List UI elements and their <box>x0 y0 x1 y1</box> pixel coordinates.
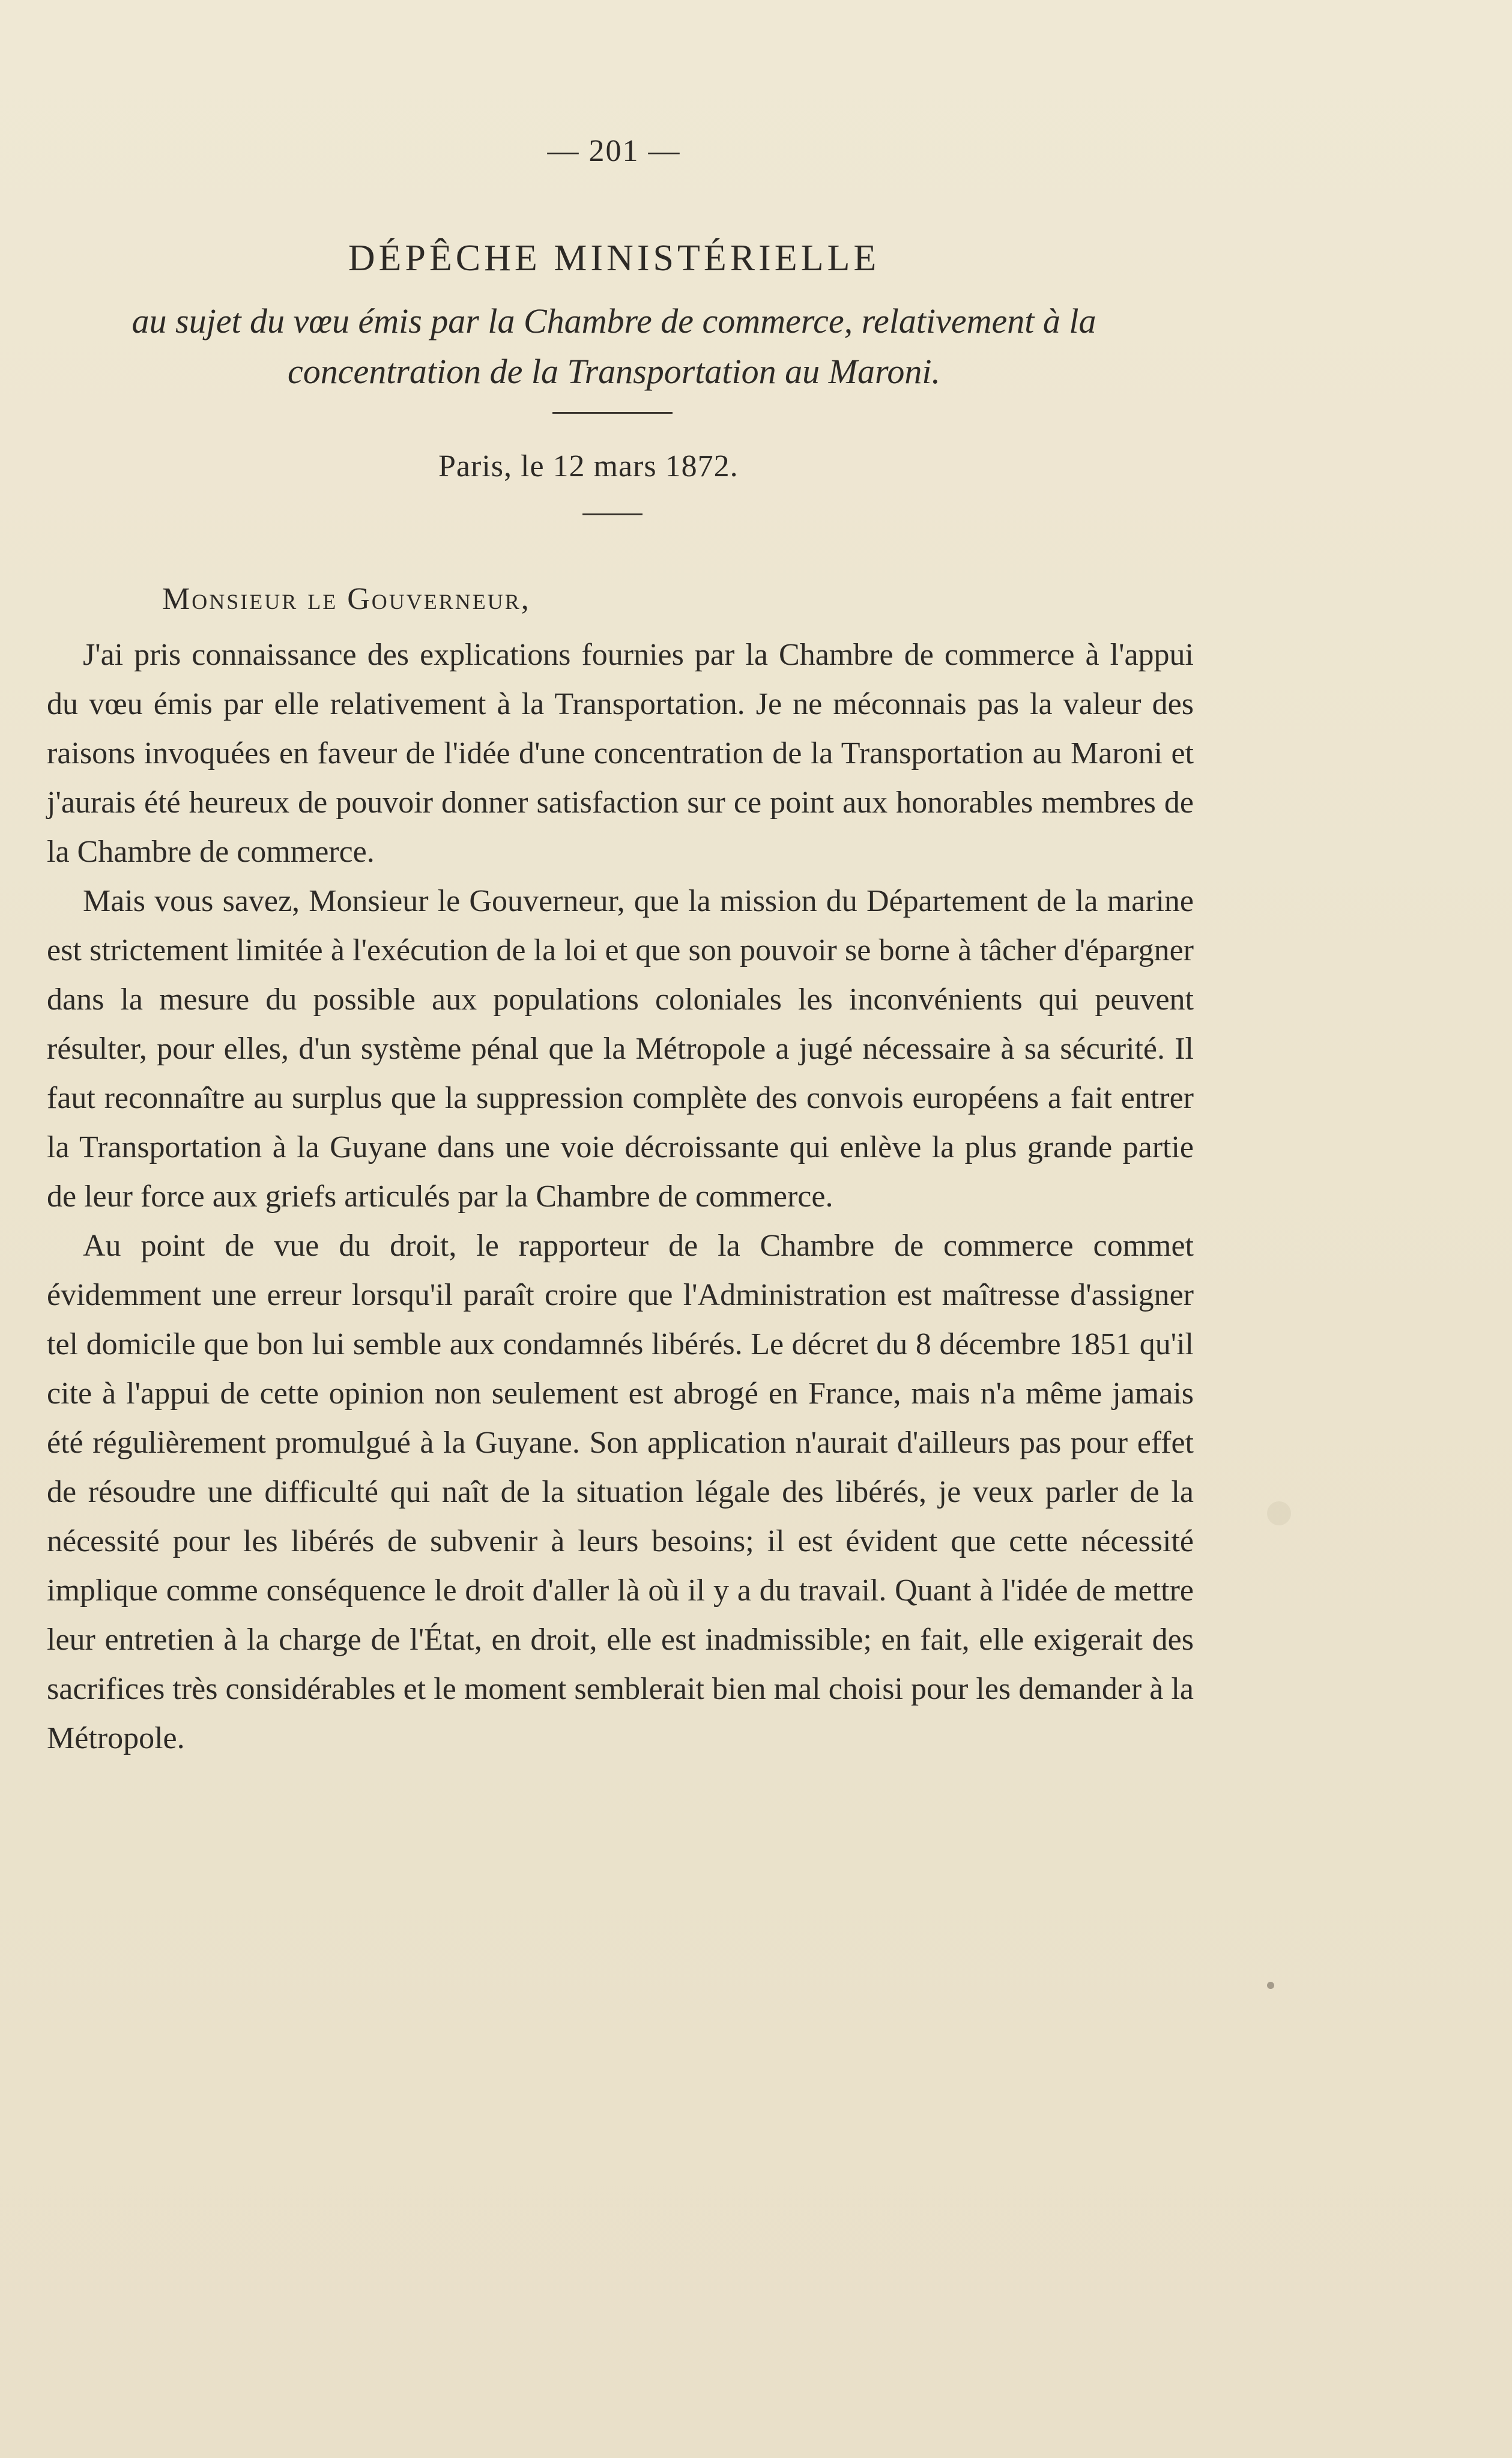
letter-body <box>47 631 1194 1763</box>
paper-stain <box>1267 1501 1291 1525</box>
separator-rule <box>552 412 673 414</box>
dateline: Paris, le 12 mars 1872. <box>438 449 739 483</box>
separator-rule-short <box>582 513 643 515</box>
paragraph-1: J'ai pris connaissance des explications fournies par la Chambre de commerce à l'appui du vœu émis par elle relativement à la Transportation. Je ne méconnais pas la valeur des raisons invoquées en faveur de l'idée d'une concentration de la Transportation au Maroni et j'aurais été heureux de pouvoir donner satisfaction sur ce point aux honorables membres de la Chambre de commerce. <box>47 638 1194 869</box>
paragraph-2: Mais vous savez, Monsieur le Gouverneur, que la mission du Département de la marine est strictement limitée à l'exécution de la loi et que son pouvoir se borne à tâcher d'épargner dans la mesure du possible aux populations coloniales les inconvénients qui peuvent résulter, pour elles, d'un système pénal que la Métropole a jugé nécessaire à sa sécurité. Il faut reconnaître au surplus que la suppression complète des convois européens a fait entrer la Transportation à la Guyane dans une voie décroissante qui enlève la plus grande partie de leur force aux griefs articulés par la Chambre de commerce. <box>47 884 1194 1214</box>
salutation: Monsieur le Gouverneur, <box>162 582 531 616</box>
document-heading: DÉPÊCHE MINISTÉRIELLE <box>348 238 880 279</box>
paper-stain <box>1267 1982 1274 1989</box>
paragraph-3: Au point de vue du droit, le rapporteur de la Chambre de commerce commet évidemment une erreur lorsqu'il paraît croire que l'Administration est maîtresse d'assigner tel domicile que bon lui semble aux condamnés libérés. Le décret du 8 décembre 1851 qu'il cite à l'appui de cette opinion non seulement est abrogé en France, mais n'a même jamais été régulièrement promulgué à la Guyane. Son application n'aurait d'ailleurs pas pour effet de résoudre une difficulté qui naît de la situation légale des libérés, je veux parler de la nécessité pour les libérés de subvenir à leurs besoins; il est évident que cette nécessité implique comme conséquence le droit d'aller là où il y a du travail. Quant à l'idée de mettre leur entretien à la charge de l'État, en droit, elle est inadmissible; en fait, elle exigerait des sacrifices très considérables et le moment semblerait bien mal choisi pour les demander à la Métropole. <box>47 1229 1194 1755</box>
document-subtitle: au sujet du vœu émis par la Chambre de commerce, relativement à la concentration de la Transportation au Maroni. <box>132 301 1096 391</box>
page-number: — 201 — <box>547 134 681 168</box>
